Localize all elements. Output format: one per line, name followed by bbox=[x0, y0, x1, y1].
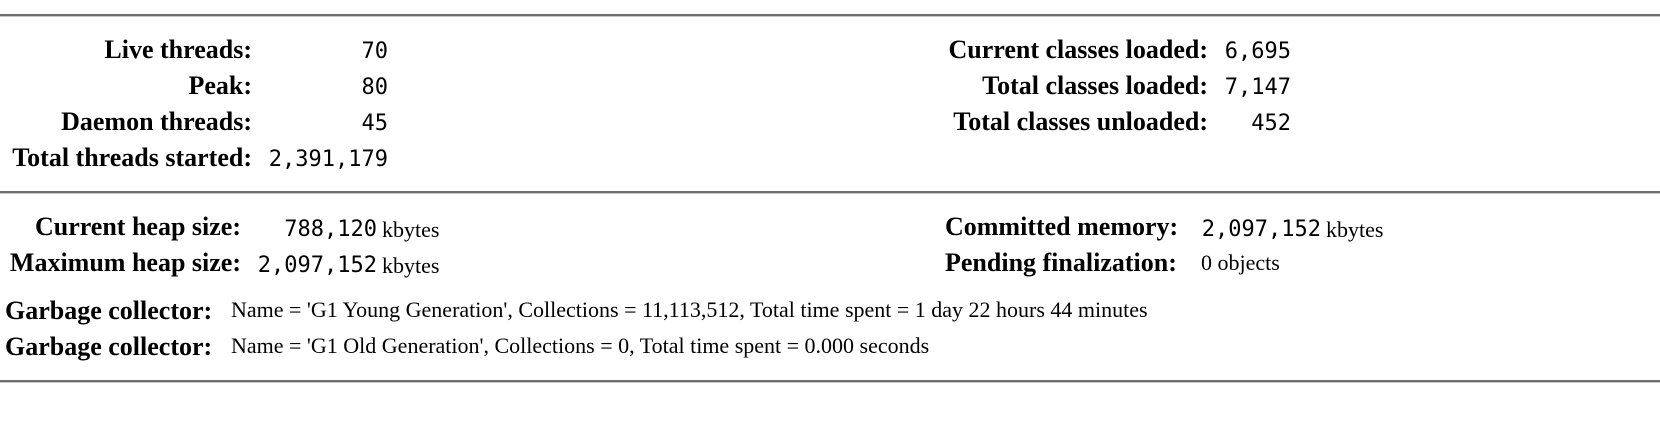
total-classes-loaded-label: Total classes loaded: bbox=[982, 71, 1208, 100]
bottom-divider bbox=[0, 380, 1660, 383]
gc-young-details: Name = 'G1 Young Generation', Collections = 11,113,512, Total time spent = 1 day 22 hours 44 minutes bbox=[231, 297, 1148, 322]
middle-divider bbox=[0, 191, 1660, 194]
live-threads-value: 70 bbox=[361, 39, 388, 64]
peak-threads-label: Peak: bbox=[188, 71, 252, 100]
pending-finalization-label: Pending finalization: bbox=[945, 248, 1177, 277]
committed-memory-value: 2,097,152 bbox=[1201, 217, 1321, 242]
daemon-threads-value: 45 bbox=[361, 111, 388, 136]
maximum-heap-size-unit: kbytes bbox=[382, 253, 440, 278]
gc-old-label: Garbage collector: bbox=[5, 332, 213, 361]
total-classes-loaded-value: 7,147 bbox=[1224, 75, 1291, 100]
total-threads-started-value: 2,391,179 bbox=[268, 147, 388, 172]
daemon-threads-label: Daemon threads: bbox=[61, 107, 252, 136]
total-classes-unloaded-label: Total classes unloaded: bbox=[953, 107, 1208, 136]
total-threads-started-label: Total threads started: bbox=[12, 143, 252, 172]
gc-old-details: Name = 'G1 Old Generation', Collections = 0, Total time spent = 0.000 seconds bbox=[231, 333, 930, 358]
committed-memory-unit: kbytes bbox=[1326, 217, 1384, 242]
live-threads-label: Live threads: bbox=[104, 35, 252, 64]
top-divider bbox=[0, 14, 1660, 17]
maximum-heap-size-label: Maximum heap size: bbox=[9, 248, 241, 277]
current-classes-loaded-value: 6,695 bbox=[1224, 39, 1291, 64]
maximum-heap-size-value: 2,097,152 bbox=[257, 253, 377, 278]
pending-finalization-value: 0 objects bbox=[1201, 250, 1280, 275]
current-classes-loaded-label: Current classes loaded: bbox=[948, 35, 1208, 64]
gc-young-label: Garbage collector: bbox=[5, 296, 213, 325]
total-classes-unloaded-value: 452 bbox=[1251, 111, 1291, 136]
current-heap-size-value: 788,120 bbox=[284, 217, 377, 242]
peak-threads-value: 80 bbox=[361, 75, 388, 100]
committed-memory-label: Committed memory: bbox=[945, 212, 1179, 241]
current-heap-size-unit: kbytes bbox=[382, 217, 440, 242]
current-heap-size-label: Current heap size: bbox=[34, 212, 241, 241]
